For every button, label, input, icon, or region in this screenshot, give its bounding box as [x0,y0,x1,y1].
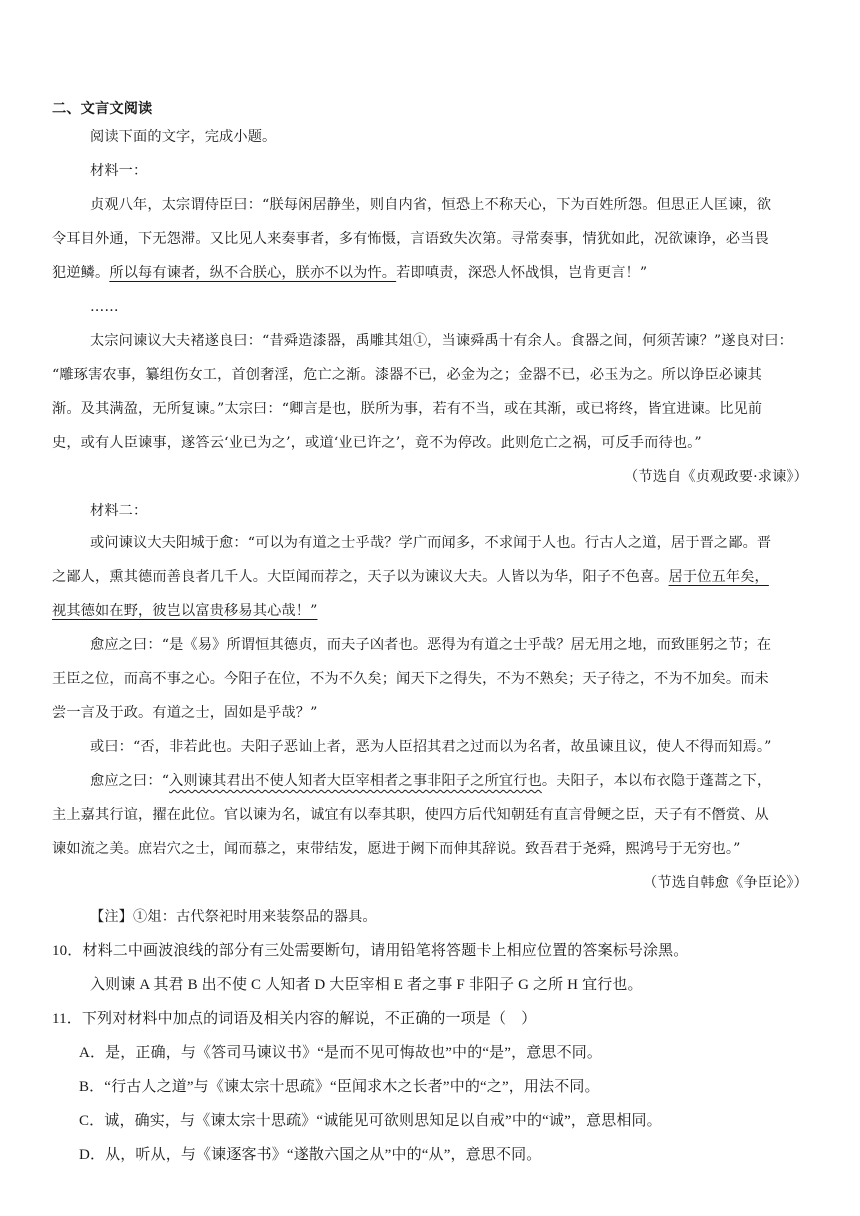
material2-p3-line1: 或曰：“否，非若此也。夫阳子恶讪上者，恶为人臣招其君之过而以为名者，故虽谏且议，使人不得而知焉。” [90,739,772,755]
question-11-option-d: D．从，听从，与《谏逐客书》“遂散六国之从”中的“从”，意思不同。 [79,1147,542,1163]
material1-label: 材料一： [90,163,148,179]
material2-label: 材料二： [90,503,148,519]
material1-p2-line3: 渐。及其满盈，无所复谏。”太宗曰：“卿言是也，朕所为事，若有不当，或在其渐，或已将终，皆宜进谏。比见前 [52,401,763,417]
material2-p1-line2 [52,566,808,588]
wavy-underlined-passage: 入则谏其君出不使人知者大臣宰相者之事非阳子之所宜行也 [169,773,542,789]
material2-p1-line1: 或问谏议大夫阳城于愈：“可以为有道之士乎哉？学广而闻多，不求闻于人也。行古人之道，居于晋之鄙。晋 [90,535,772,551]
text-segment: 若即嗔责，深恐人怀战惧，岂肯更言！” [396,265,648,281]
underlined-sentence: 所以每有谏者，纵不合朕心，朕亦不以为忤。 [109,265,397,281]
question-11-option-b: B．“行古人之道”与《谏太宗十思疏》“臣闻求木之长者”中的“之”，用法不同。 [79,1079,600,1095]
question-11-stem: 11．下列对材料中加点的词语及相关内容的解说，不正确的一项是（ ） [52,1011,537,1027]
material2-p4-line1 [90,770,808,792]
material2-p4-line3: 谏如流之美。庶岩穴之士，闻而慕之，束带结发，愿进于阙下而伸其辞说。致吾君于尧舜，熙鸿号于无穷也。” [52,841,741,857]
question-10-stem: 10．材料二中画波浪线的部分有三处需要断句，请用铅笔将答题卡上相应位置的答案标号涂黑。 [52,943,689,959]
text-segment: 之鄙人，熏其德而善良者几千人。大臣闻而荐之，天子以为谏议大夫。人皆以为华，阳子不色喜。 [52,569,669,585]
text-segment: 。夫阳子，本以布衣隐于蓬蒿之下， [541,773,772,789]
instruction: 阅读下面的文字，完成小题。 [90,129,277,145]
material2-p1-line3 [52,600,808,622]
footnote: 【注】①俎：古代祭祀时用来装祭品的器具。 [90,909,377,925]
material1-p1-line2: 令耳目外通，下无怨滞。又比见人来奏事者，多有怖慑，言语致失次第。寻常奏事，情犹如此，况欲谏诤，必当畏 [52,231,769,247]
underlined-sentence: 视其德如在野，彼岂以富贵移易其心哉！” [52,603,318,619]
material1-source: （节选自《贞观政要·求谏》） [624,469,808,485]
text-segment: 愈应之曰：“ [90,773,170,789]
material2-p2-line1: 愈应之曰：“是《易》所谓恒其德贞，而夫子凶者也。恶得为有道之士乎哉？居无用之地，而致匪躬之节；在 [90,637,772,653]
material1-p1-line3 [52,262,808,284]
text-segment: 犯逆鳞。 [52,265,110,281]
underlined-sentence: 居于位五年矣， [668,569,769,585]
material1-p1-line1: 贞观八年，太宗谓侍臣曰：“朕每闲居静坐，则自内省，恒恐上不称天心，下为百姓所怨。但思正人匡谏，欲 [90,197,772,213]
material2-source: （节选自韩愈《争臣论》） [643,875,808,891]
material1-p2-line4: 史，或有人臣谏事，遂答云‘业已为之’，或道‘业已许之’，竟不为停改。此则危亡之祸，可反手而待也。” [52,435,702,451]
material2-p2-line2: 王臣之位，而高不事之心。今阳子在位，不为不久矣；闻天下之得失，不为不熟矣；天子待之，不为不加矣。而未 [52,671,769,687]
material2-p4-line2: 主上嘉其行谊，擢在此位。官以谏为名，诚宜有以奉其职，使四方后代知朝廷有直言骨鲠之臣，天子有不僭赏、从 [52,807,769,823]
material2-p2-line3: 尝一言及于政。有道之士，固如是乎哉？” [52,705,318,721]
section-title: 二、文言文阅读 [52,101,153,117]
ellipsis: …… [90,299,119,315]
material1-p2-line2: “雕琢害农事，纂组伤女工，首创奢淫，危亡之渐。漆器不已，必金为之；金器不已，必玉为之。所以诤臣必谏其 [52,367,762,383]
material1-p2-line1: 太宗问谏议大夫褚遂良曰：“昔舜造漆器，禹雕其俎①，当谏舜禹十有余人。食器之间，何须苦谏？”遂良对曰： [90,333,794,349]
question-11-option-c: C．诚，确实，与《谏太宗十思疏》“诚能见可欲则思知足以自戒”中的“诚”，意思相同。 [79,1113,662,1129]
question-11-option-a: A．是，正确，与《答司马谏议书》“是而不见可悔故也”中的“是”，意思不同。 [79,1045,603,1061]
question-10-options: 入则谏 A 其君 B 出不使 C 人知者 D 大臣宰相 E 者之事 F 非阳子 G 之所 H 宜行也。 [90,977,643,993]
